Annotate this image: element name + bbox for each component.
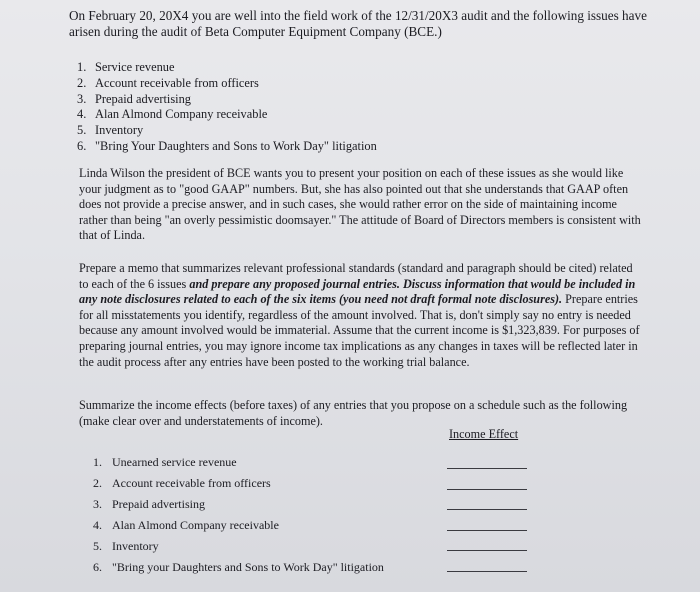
list-item: 3. Prepaid advertising (93, 497, 205, 511)
income-effect-blanks (447, 468, 527, 592)
blank-line (447, 571, 527, 572)
list-item: 2. Account receivable from officers (77, 75, 259, 90)
blank-line (447, 489, 527, 490)
blank-line (447, 468, 527, 469)
memo-text-part1: Prepare a memo that summarizes relevant professional standards (standard and paragraph should be cited) related to each of the 6 issues (79, 261, 633, 291)
memo-emphasis-text: and prepare any proposed journal entries. Discuss information that would be included in any note disclosures related to each of the six items (you need not draft formal note disclosures). (79, 276, 636, 307)
schedule-list (93, 452, 384, 578)
intro-paragraph: On February 20, 20X4 you are well into the field work of the 12/31/20X3 audit and the following issues have arisen during the audit of Beta Computer Equipment Company (BCE.) (69, 8, 647, 39)
list-item: 5. Inventory (77, 123, 144, 138)
issues-list (77, 60, 377, 155)
list-item: 6. "Bring your Daughters and Sons to Work Day" litigation (93, 560, 384, 574)
list-item: 5. Inventory (93, 539, 159, 553)
president-paragraph: Linda Wilson the president of BCE wants you to present your position on each of these issues as she would like your judgment as to "good GAAP" numbers. But, she has also pointed out that she understands that GAAP often does not provide a precise answer, and in such cases, she would rather error on the side of maintaining income rather than being "an overly pessimistic doomsayer." The attitude of Board of Directors members is consistent with that of Linda. (79, 166, 641, 243)
list-item: 6. "Bring Your Daughters and Sons to Work Day" litigation (77, 138, 377, 153)
list-item: 4. Alan Almond Company receivable (77, 107, 268, 122)
memo-instructions-paragraph (79, 261, 645, 370)
income-effect-header: Income Effect (449, 427, 519, 441)
blank-line (447, 550, 527, 551)
blank-line (447, 509, 527, 510)
memo-text-part2: Prepare entries for all misstatements you identify, regardless of the amount involved. That is, don't simply say no entry is needed because any amount involved would be immaterial. Assume that the current income is $1,323,839. For purposes of preparing journal entries, you may ignore income tax implications as any changes in taxes will be reflected later in the audit process after any entries have been posted to the working trial balance. (79, 292, 640, 369)
list-item: 1. Unearned service revenue (93, 455, 237, 469)
list-item: 4. Alan Almond Company receivable (93, 518, 279, 532)
blank-line (447, 530, 527, 531)
list-item: 1. Service revenue (77, 60, 175, 74)
list-item: 2. Account receivable from officers (93, 476, 271, 490)
summary-paragraph: Summarize the income effects (before taxes) of any entries that you propose on a schedule such as the following (make clear over and understatements of income). (79, 398, 628, 428)
list-item: 3. Prepaid advertising (77, 91, 192, 106)
